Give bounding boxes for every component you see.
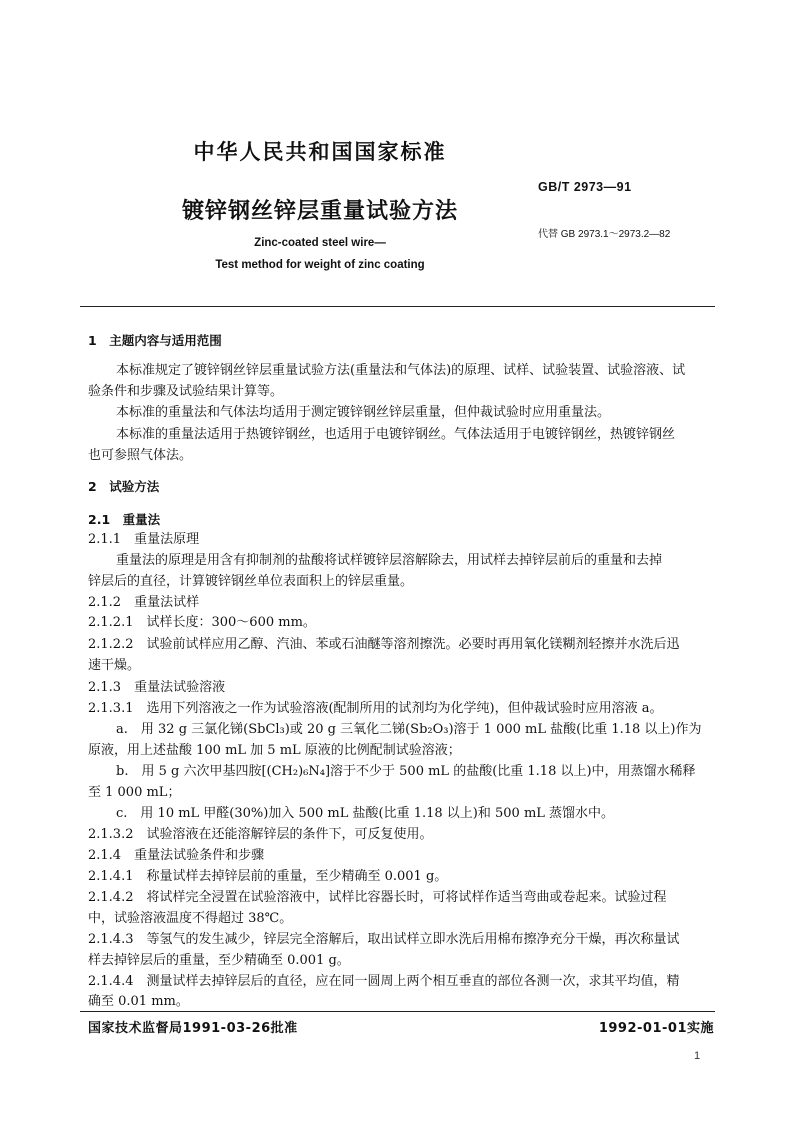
paragraph-2142b: 中，试验溶液温度不得超过 38℃。: [88, 911, 293, 926]
section-1-title: 1 主题内容与适用范围: [88, 333, 222, 348]
item-b-line2: 至 1 000 mL；: [88, 785, 181, 800]
paragraph-211b: 锌层后的直径，计算镀锌钢丝单位表面积上的锌层重量。: [88, 574, 414, 589]
footer-divider: [80, 1011, 715, 1012]
standard-code: GB/T 2973—91: [538, 180, 632, 194]
paragraph-1a: 本标准规定了镀锌钢丝锌层重量试验方法(重量法和气体法)的原理、试样、试验装置、试验溶液、试: [116, 363, 686, 378]
english-title-line1: Zinc-coated steel wire—: [254, 237, 386, 249]
section-2-1-title: 2.1 重量法: [88, 512, 161, 527]
paragraph-3b: 也可参照气体法。: [88, 448, 193, 463]
item-a-line1: a. 用 32 g 三氯化锑(SbCl₃)或 20 g 三氧化二锑(Sb₂O₃)溶于 1 000 mL 盐酸(比重 1.18 以上)作为: [116, 722, 702, 737]
paragraph-2144a: 2.1.4.4 测量试样去掉锌层后的直径，应在同一圆周上两个相互垂直的部位各测一次，求其平均值，精: [88, 974, 680, 989]
section-2-1-3-title: 2.1.3 重量法试验溶液: [88, 680, 226, 695]
paragraph-2143a: 2.1.4.3 等氢气的发生减少，锌层完全溶解后，取出试样立即水洗后用棉布擦净充分干燥，再次称量试: [88, 932, 680, 947]
replaces-note: 代替 GB 2973.1～2973.2—82: [538, 229, 671, 240]
item-c: c. 用 10 mL 甲醛(30%)加入 500 mL 盐酸(比重 1.18 以上)和 500 mL 蒸馏水中。: [116, 806, 615, 821]
paragraph-211a: 重量法的原理是用含有抑制剂的盐酸将试样镀锌层溶解除去，用试样去掉锌层前后的重量和去掉: [116, 553, 663, 568]
paragraph-2132: 2.1.3.2 试验溶液在还能溶解锌层的条件下，可反复使用。: [88, 827, 433, 842]
item-b-line1: b. 用 5 g 六次甲基四胺[(CH₂)₆N₄]溶于不少于 500 mL 的盐酸(比重 1.18 以上)中，用蒸馏水稀释: [116, 764, 696, 779]
paragraph-2121: 2.1.2.1 试样长度：300～600 mm。: [88, 615, 316, 630]
paragraph-2144b: 确至 0.01 mm。: [88, 994, 189, 1009]
effective-date: 1992-01-01实施: [598, 1021, 714, 1036]
paragraph-2141: 2.1.4.1 称量试样去掉锌层前的重量，至少精确至 0.001 g。: [88, 869, 448, 884]
approval-date: 国家技术监督局1991-03-26批准: [88, 1021, 298, 1036]
section-2-1-2-title: 2.1.2 重量法试样: [88, 595, 200, 610]
paragraph-1b: 验条件和步骤及试验结果计算等。: [88, 384, 284, 399]
paragraph-3a: 本标准的重量法适用于热镀锌钢丝，也适用于电镀锌钢丝。气体法适用于电镀锌钢丝，热镀锌钢丝: [116, 427, 676, 442]
paragraph-2131: 2.1.3.1 选用下列溶液之一作为试验溶液(配制所用的试剂均为化学纯)，但仲裁试验时应用溶液 a。: [88, 701, 663, 716]
section-2-title: 2 试验方法: [88, 479, 160, 494]
item-a-line2: 原液，用上述盐酸 100 mL 加 5 mL 原液的比例配制试验溶液；: [88, 743, 461, 758]
header-divider: [80, 306, 715, 307]
document-title: 镀锌钢丝锌层重量试验方法: [181, 198, 458, 224]
page-number: 1: [694, 1050, 701, 1062]
section-2-1-4-title: 2.1.4 重量法试验条件和步骤: [88, 848, 265, 863]
paragraph-2122a: 2.1.2.2 试验前试样应用乙醇、汽油、苯或石油醚等溶剂擦洗。必要时再用氧化镁糊剂轻擦并水洗后迅: [88, 637, 680, 652]
standard-title: 中华人民共和国国家标准: [193, 139, 447, 164]
paragraph-2143b: 样去掉锌层后的重量，至少精确至 0.001 g。: [88, 953, 350, 968]
paragraph-2142a: 2.1.4.2 将试样完全浸置在试验溶液中，试样比容器长时，可将试样作适当弯曲或卷起来。试验过程: [88, 890, 667, 905]
paragraph-2122b: 速干燥。: [88, 658, 141, 673]
paragraph-2: 本标准的重量法和气体法均适用于测定镀锌钢丝锌层重量，但仲裁试验时应用重量法。: [116, 405, 611, 420]
section-2-1-1-title: 2.1.1 重量法原理: [88, 532, 200, 547]
english-title-line2: Test method for weight of zinc coating: [215, 259, 425, 271]
